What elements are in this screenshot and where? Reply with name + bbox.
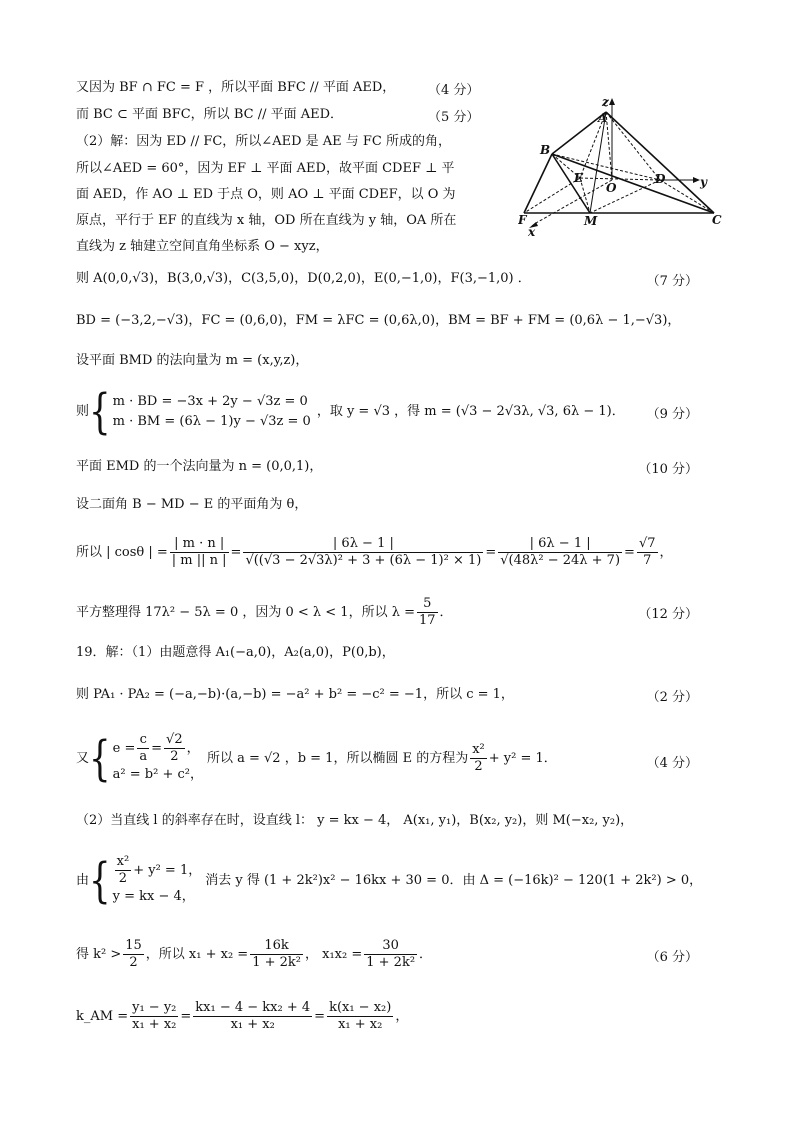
equation-system <box>76 854 702 907</box>
numerator: | 6λ − 1 | <box>243 536 483 553</box>
label-F: F <box>518 213 527 227</box>
fraction <box>130 1000 178 1033</box>
denominator: 2 <box>118 871 128 886</box>
label-B: B <box>540 143 551 157</box>
text-line: （2）当直线 l 的斜率存在时，设直线 l： y = kx − 4， A(x₁, y₁)，B(x₂, y₂)，则 M(−x₂, y₂)， <box>76 813 634 828</box>
label-M: M <box>584 214 598 228</box>
numerator: | m · n | <box>170 536 229 553</box>
text: ，所以 x₁ + x₂ = <box>145 946 249 962</box>
denominator: 17 <box>418 613 436 628</box>
numerator: k(x₁ − x₂) <box>329 1000 392 1015</box>
text: ． <box>419 946 433 962</box>
text-line: 则 A(0,0,√3)，B(3,0,√3)，C(3,5,0)，D(0,2,0)，E(0,−1,0)，F(3,−1,0) ． <box>76 271 531 286</box>
fraction <box>417 596 438 629</box>
equation-line: m · BM = (6λ − 1)y − √3z = 0 <box>112 414 311 429</box>
denominator: 7 <box>643 553 652 568</box>
numerator: 15 <box>125 938 142 953</box>
equation-system <box>76 384 625 440</box>
equation-system <box>76 732 557 785</box>
text: 所以 | cosθ | = <box>76 544 168 560</box>
text: = <box>151 740 163 756</box>
fraction <box>250 938 303 971</box>
denominator: x₁ + x₂ <box>132 1017 177 1032</box>
denominator: x₁ + x₂ <box>338 1017 383 1032</box>
text: ，取 y = √3 ，得 m = (√3 − 2√3λ, √3, 6λ − 1)． <box>316 404 625 419</box>
fraction <box>327 1000 393 1033</box>
label-C: C <box>712 213 722 227</box>
numerator: 30 <box>364 938 417 955</box>
text-line: （2）解：因为 ED // FC，所以∠AED 是 AE 与 FC 所成的角， <box>76 134 452 149</box>
text: + y² = 1， <box>133 862 202 878</box>
text: 所以 a = √2 ，b = 1，所以椭圆 E 的方程为 <box>206 750 469 766</box>
text-line: 设平面 BMD 的法向量为 m = (x,y,z)， <box>76 353 309 368</box>
numerator: x² <box>116 854 130 869</box>
denominator: √(48λ² − 24λ + 7) <box>500 553 621 568</box>
text-line: 则 PA₁ · PA₂ = (−a,−b)·(a,−b) = −a² + b² = −c² = −1，所以 c = 1， <box>76 687 514 702</box>
equation-line <box>113 854 202 887</box>
text-line: 所以∠AED = 60°，因为 EF ⊥ 平面 AED，故平面 CDEF ⊥ 平 <box>76 161 455 176</box>
numerator: x² <box>472 742 485 757</box>
equation-line: y = kx − 4， <box>112 889 195 904</box>
numerator: √7 <box>638 536 656 551</box>
text: 由 <box>76 872 90 888</box>
text: ， <box>186 740 200 756</box>
text-line: 而 BC ⊂ 平面 BFC，所以 BC // 平面 AED． <box>76 107 344 122</box>
denominator: 2 <box>129 955 138 970</box>
score-note: （10 分） <box>638 462 698 477</box>
text: 消去 y 得 (1 + 2k²)x² − 16kx + 30 = 0．由 Δ = (−16k)² − 120(1 + 2k²) > 0， <box>205 872 703 888</box>
fraction <box>137 732 149 765</box>
score-note: （4 分） <box>646 756 698 771</box>
equation-line: k_AM = $\frac{\text{y₁ − y₂}}{\text{x₁ + x₂}}$ = $\frac{\text{kx₁ − 4 − kx₂ + 4}}{\text{x₁ + x₂}}$ = $\frac{\text{k(x₁ − x₂)}}{\text{x₁ + x₂}}$ ， <box>76 1000 409 1032</box>
numerator: 5 <box>417 596 438 613</box>
score-note: （7 分） <box>646 274 698 289</box>
fraction <box>470 742 487 775</box>
numerator: √2 <box>166 732 183 747</box>
denominator: 2 <box>170 749 179 764</box>
denominator: | m || n | <box>171 553 227 568</box>
score-note: （12 分） <box>638 607 698 622</box>
geometry-figure <box>518 98 728 238</box>
numerator: 16k <box>250 938 303 955</box>
text-line: 设二面角 B − MD − E 的平面角为 θ， <box>76 497 308 512</box>
numerator: y₁ − y₂ <box>132 1000 177 1015</box>
fraction <box>123 938 144 971</box>
denominator: 1 + 2k² <box>366 955 416 970</box>
numerator: kx₁ − 4 − kx₂ + 4 <box>195 1000 311 1015</box>
score-note: （9 分） <box>646 407 698 422</box>
fraction <box>164 732 185 765</box>
denominator: 1 + 2k² <box>252 955 301 970</box>
fraction <box>364 938 417 971</box>
text: e = <box>112 740 136 756</box>
equation-line <box>113 732 203 765</box>
label-z: z <box>602 98 609 109</box>
equation-line: a² = b² + c²， <box>112 767 203 782</box>
text-line: 原点，平行于 EF 的直线为 x 轴，OD 所在直线为 y 轴，OA 所在 <box>76 213 457 228</box>
denominator: a <box>139 749 148 764</box>
text: k_AM = <box>76 1008 129 1024</box>
score-note: （5 分） <box>428 110 480 125</box>
text-line: 19．解：（1）由题意得 A₁(−a,0)，A₂(a,0)，P(0,b)， <box>76 645 395 660</box>
score-note: （4 分） <box>428 83 480 98</box>
text: 则 <box>76 404 90 419</box>
brace: { <box>89 852 111 909</box>
label-D: D <box>655 172 666 186</box>
brace: { <box>89 730 111 787</box>
numerator: c <box>137 732 149 749</box>
fraction <box>170 536 229 569</box>
equation-line <box>76 938 432 971</box>
equation-line: 所以 | cosθ | = $\frac{| m \cdot n |}{| m || n |}$ = $\frac{| 6\lambda - 1 |}{\text{√((√3 − 2√3λ)² + 3 + (6λ − 1)² × 1)}}$ = $\frac{| 6\lambda - 1 |}{\text{√(48λ² − 24λ + 7)}}$ = $\frac{√7}{7}$ ， <box>76 536 673 568</box>
score-note: （2 分） <box>646 690 698 705</box>
brace: { <box>89 384 111 440</box>
text-line: 又因为 BF ∩ FC = F ，所以平面 BFC // 平面 AED， <box>76 80 396 95</box>
label-O: O <box>606 181 617 195</box>
text-line: BD = (−3,2,−√3)，FC = (0,6,0)，FM = λFC = (0,6λ,0)，BM = BF + FM = (0,6λ − 1,−√3)， <box>76 313 681 328</box>
label-A: A <box>598 111 608 125</box>
text-line: 平面 EMD 的一个法向量为 n = (0,0,1)， <box>76 459 323 474</box>
denominator: 2 <box>474 759 483 774</box>
label-E: E <box>574 171 584 185</box>
fraction <box>243 536 483 569</box>
text: 得 k² > <box>76 946 122 962</box>
fraction <box>637 536 658 569</box>
numerator: | 6λ − 1 | <box>498 536 622 553</box>
denominator: x₁ + x₂ <box>230 1017 275 1032</box>
label-x: x <box>528 225 536 238</box>
denominator: √((√3 − 2√3λ)² + 3 + (6λ − 1)² × 1) <box>245 553 482 568</box>
fraction <box>498 536 622 569</box>
fraction <box>115 854 132 887</box>
label-y: y <box>700 175 707 189</box>
text: + y² = 1． <box>488 750 557 766</box>
score-note: （6 分） <box>646 950 698 965</box>
text-line: 面 AED，作 AO ⊥ ED 于点 O，则 AO ⊥ 平面 CDEF，以 O 为 <box>76 187 456 202</box>
text-line: 直线为 z 轴建立空间直角坐标系 O − xyz， <box>76 239 329 254</box>
equation-line: 平方整理得 17λ² − 5λ = 0 ，因为 0 < λ < 1，所以 λ = $\frac{5}{17}$ ． <box>76 596 453 628</box>
text: ， x₁x₂ = <box>305 946 363 962</box>
text: 又 <box>76 750 90 766</box>
text: ， <box>395 1008 409 1024</box>
equation-line: m · BD = −3x + 2y − √3z = 0 <box>112 394 308 409</box>
fraction <box>193 1000 312 1033</box>
text: 平方整理得 17λ² − 5λ = 0 ，因为 0 < λ < 1，所以 λ = <box>76 604 415 620</box>
